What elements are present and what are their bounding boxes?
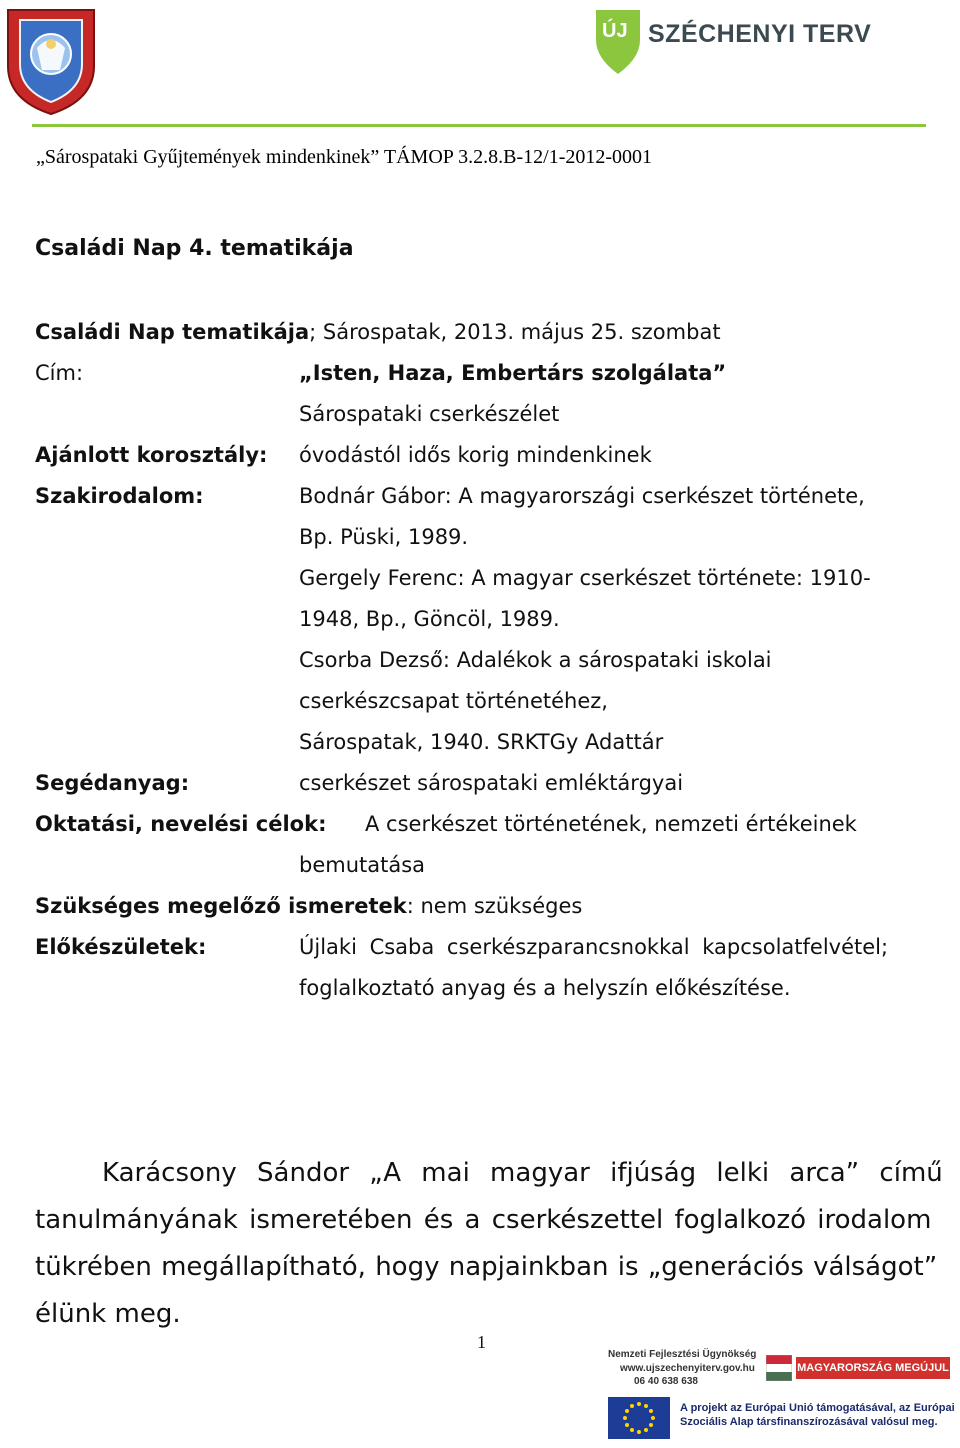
project-identifier: „Sárospataki Gyűjtemények mindenkinek” TÁMOP 3.2.8.B-12/1-2012-0001: [36, 146, 653, 168]
magyarorszag-megujul-badge: [766, 1351, 950, 1385]
age-value: óvodástól idős korig mindenkinek: [299, 443, 652, 467]
eu-funding-note: [680, 1401, 955, 1429]
prereq-value: : nem szükséges: [406, 894, 583, 918]
nfu-phone: 06 40 638 638: [634, 1376, 698, 1387]
literature-line: 1948, Bp., Göncöl, 1989.: [299, 607, 560, 631]
sarospataki-reformatus-kollegium-seal-icon: [4, 4, 98, 116]
literature-line: Bodnár Gábor: A magyarországi cserkészet története,: [299, 484, 865, 508]
footer-logos: [600, 1345, 955, 1445]
uj-badge-text: ÚJ: [602, 20, 628, 42]
eu-flag-icon: [608, 1397, 670, 1439]
header-divider: [32, 124, 926, 127]
school-seal-logo: [4, 4, 98, 116]
theme-label: Családi Nap tematikája: [35, 320, 310, 344]
nfu-url: www.ujszechenyiterv.gov.hu: [620, 1363, 755, 1374]
paragraph-line: tanulmányának ismeretében és a cserkészettel foglalkozó irodalom: [35, 1205, 932, 1235]
age-label: Ajánlott korosztály:: [35, 443, 268, 467]
cim-value: „Isten, Haza, Embertárs szolgálata”: [299, 361, 727, 385]
prep-value-cont: foglalkoztató anyag és a helyszín előkészítése.: [299, 976, 791, 1000]
literature-line: cserkészcsapat történetéhez,: [299, 689, 608, 713]
page-number: 1: [477, 1332, 486, 1352]
prep-label: Előkészületek:: [35, 935, 207, 959]
cim-label: Cím:: [35, 361, 84, 385]
magyarorszag-megujul-text: MAGYARORSZÁG MEGÚJUL: [796, 1357, 950, 1379]
eu-funding-line: A projekt az Európai Unió támogatásával, az Európai: [680, 1402, 955, 1414]
literature-line: Bp. Püski, 1989.: [299, 525, 469, 549]
prereq-label: Szükséges megelőző ismeretek: [35, 894, 407, 918]
uj-szechenyi-terv-logo: [592, 6, 872, 76]
cim-subtitle: Sárospataki cserkészélet: [299, 402, 560, 426]
goals-value: A cserkészet történetének, nemzeti értékeinek: [365, 812, 857, 836]
literature-label: Szakirodalom:: [35, 484, 204, 508]
theme-value: ; Sárospatak, 2013. május 25. szombat: [309, 320, 721, 344]
paragraph-line: élünk meg.: [35, 1299, 181, 1329]
szechenyi-terv-text: SZÉCHENYI TERV: [648, 20, 872, 48]
hungarian-flag-icon: [766, 1355, 792, 1381]
prep-value: Újlaki Csaba cserkészparancsnokkal kapcsolatfelvétel;: [299, 935, 889, 959]
goals-value-cont: bemutatása: [299, 853, 426, 877]
theme-line: [35, 318, 721, 346]
literature-line: Gergely Ferenc: A magyar cserkészet története: 1910-: [299, 566, 871, 590]
aid-label: Segédanyag:: [35, 771, 190, 795]
paragraph-line: Karácsony Sándor „A mai magyar ifjúság lelki arca” című: [102, 1158, 943, 1188]
literature-line: Csorba Dezső: Adalékok a sárospataki iskolai: [299, 648, 772, 672]
aid-value: cserkészet sárospataki emléktárgyai: [299, 771, 684, 795]
goals-label: Oktatási, nevelési célok:: [35, 812, 327, 836]
page-title: Családi Nap 4. tematikája: [35, 236, 354, 261]
literature-line: Sárospatak, 1940. SRKTGy Adattár: [299, 730, 664, 754]
body-paragraph: [35, 1150, 943, 1338]
eu-funding-line: Szociális Alap társfinanszírozásával valósul meg.: [680, 1416, 938, 1428]
paragraph-line: tükrében megállapítható, hogy napjainkban is „generációs válságot”: [35, 1252, 938, 1282]
prereq-line: [35, 892, 582, 920]
nfu-title: Nemzeti Fejlesztési Ügynökség: [608, 1349, 757, 1360]
